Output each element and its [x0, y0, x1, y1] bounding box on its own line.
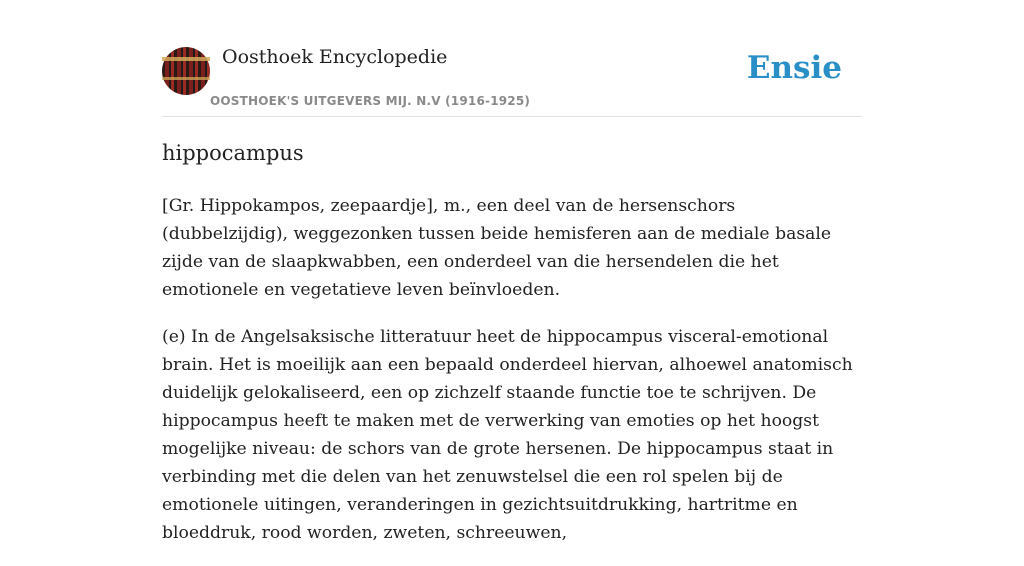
- page-container: [162, 0, 862, 543]
- entry-paragraph: (e) In de Angelsaksische litteratuur heet de hippocampus visceral-emotional brain. Het is moeilijk aan een bepaald onderdeel hiervan, alhoewel anatomisch duidelijk gelokaliseerd, een op zichzelf staande functie toe te schrijven. De hippocampus heeft te maken met de verwerking van emoties op het hoogst mogelijke niveau: de schors van de grote hersenen. De hippocampus staat in verbinding met die delen van het zenuwstelsel die een rol spelen bij de emotionele uitingen, veranderingen in gezichtsuitdrukking, hartritme en bloeddruk, rood worden, zweten, schreeuwen,: [162, 327, 853, 543]
- encyclopedia-books-avatar[interactable]: [162, 47, 210, 95]
- ensie-logo[interactable]: Ensie: [746, 50, 842, 86]
- publisher-label: OOSTHOEK'S UITGEVERS MIJ. N.V (1916-1925): [210, 94, 531, 108]
- site-title-link[interactable]: Oosthoek Encyclopedie: [222, 46, 448, 68]
- entry-title: hippocampus: [162, 141, 304, 165]
- entry-paragraph: [Gr. Hippokampos, zeepaardje], m., een deel van de hersenschors (dubbelzijdig), weggezonken tussen beide hemisferen aan de mediale basale zijde van de slaapkwabben, een onderdeel van die hersendelen die het emotionele en vegetatieve leven beïnvloeden.: [162, 196, 832, 300]
- site-header: [162, 0, 862, 117]
- entry-body: [162, 192, 862, 566]
